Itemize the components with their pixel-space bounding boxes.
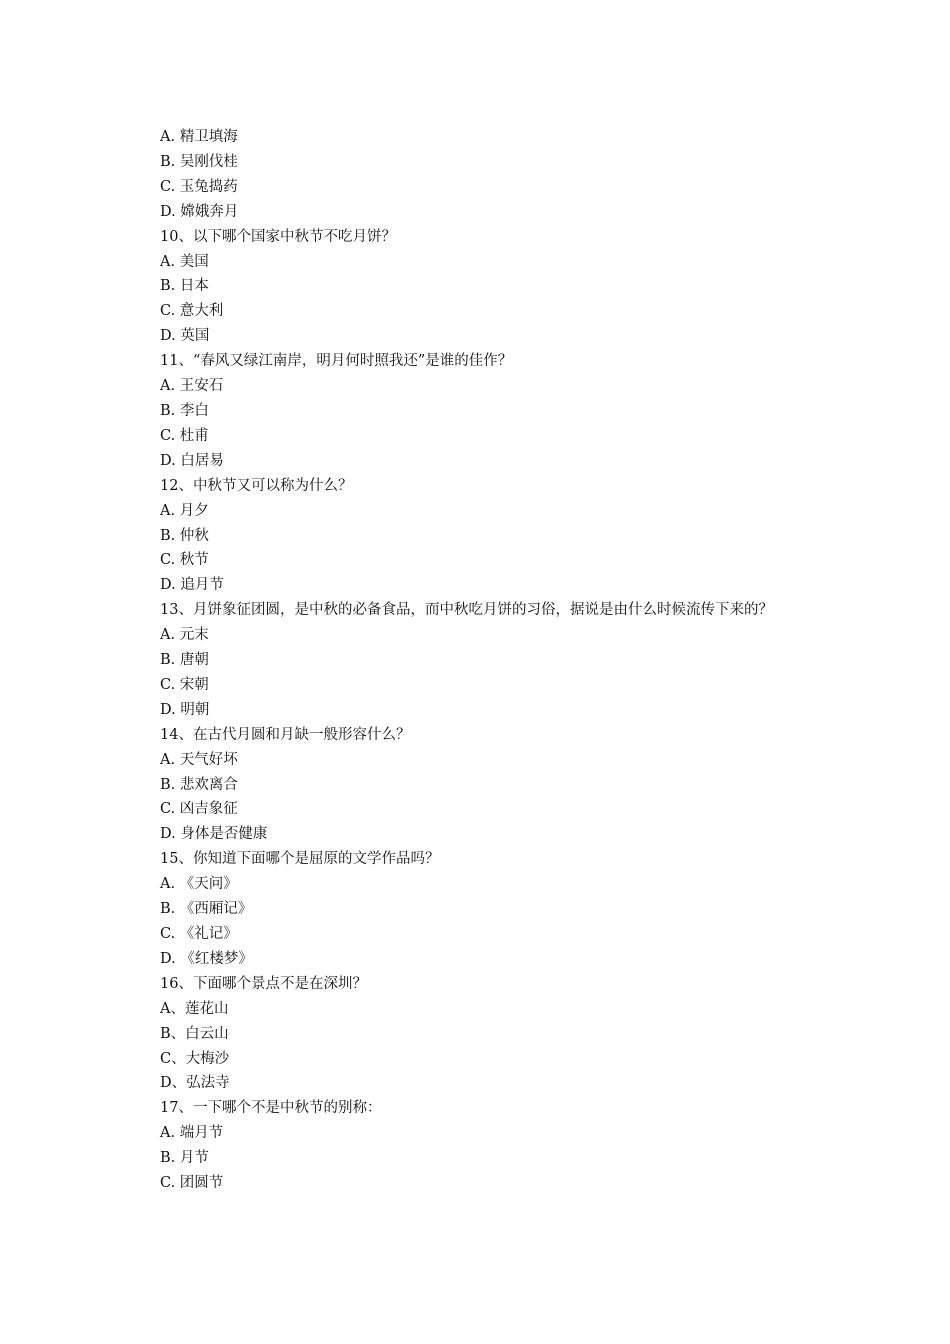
answer-option: D. 嫦娥奔月 bbox=[160, 203, 239, 220]
answer-option: A. 天气好坏 bbox=[160, 751, 238, 768]
question-14: 14、在古代月圆和月缺一般形容什么？ bbox=[160, 726, 411, 743]
answer-option: D. 白居易 bbox=[160, 452, 224, 469]
answer-option: A. 端月节 bbox=[160, 1125, 224, 1142]
answer-option: A. 元末 bbox=[160, 627, 209, 644]
answer-option: C. 意大利 bbox=[160, 303, 224, 320]
answer-option: B. 李白 bbox=[160, 402, 209, 419]
question-12: 12、中秋节又可以称为什么？ bbox=[160, 477, 353, 494]
answer-option: A. 精卫填海 bbox=[160, 129, 238, 145]
answer-option: B. 《西厢记》 bbox=[160, 901, 253, 918]
question-16: 16、下面哪个景点不是在深圳？ bbox=[160, 975, 367, 992]
question-15: 15、你知道下面哪个是屈原的文学作品吗？ bbox=[160, 851, 440, 868]
answer-option: B. 吴刚伐桂 bbox=[160, 153, 238, 170]
answer-option: C. 凶吉象征 bbox=[160, 801, 238, 818]
answer-option: C. 玉兔捣药 bbox=[160, 178, 238, 195]
answer-option: C. 《礼记》 bbox=[160, 926, 238, 942]
question-13: 13、月饼象征团圆，是中秋的必备食品，而中秋吃月饼的习俗，据说是由什么时候流传下来的？ bbox=[160, 602, 773, 619]
answer-option: C. 团圆节 bbox=[160, 1175, 224, 1192]
answer-option: B. 悲欢离合 bbox=[160, 776, 238, 793]
question-11: 11、“春风又绿江南岸，明月何时照我还”是谁的佳作？ bbox=[160, 353, 513, 370]
answer-option: B、白云山 bbox=[160, 1025, 229, 1042]
answer-option: D. 《红楼梦》 bbox=[160, 950, 253, 967]
question-17: 17、一下哪个不是中秋节的别称： bbox=[160, 1100, 382, 1117]
answer-option: D. 英国 bbox=[160, 328, 210, 345]
answer-option: D、弘法寺 bbox=[160, 1075, 230, 1092]
answer-option: A. 月夕 bbox=[160, 502, 209, 519]
answer-option: C. 秋节 bbox=[160, 552, 209, 569]
answer-option: A. 王安石 bbox=[160, 378, 224, 395]
answer-option: A. 美国 bbox=[160, 253, 209, 270]
answer-option: C. 宋朝 bbox=[160, 676, 209, 693]
answer-option: B. 仲秋 bbox=[160, 527, 209, 544]
answer-option: A、莲花山 bbox=[160, 1000, 229, 1017]
answer-option: D. 追月节 bbox=[160, 577, 224, 594]
answer-option: D. 明朝 bbox=[160, 701, 210, 718]
quiz-content bbox=[145, 125, 805, 1196]
answer-option: B. 日本 bbox=[160, 278, 209, 295]
answer-option: B. 唐朝 bbox=[160, 652, 209, 669]
answer-option: B. 月节 bbox=[160, 1150, 209, 1167]
answer-option: D. 身体是否健康 bbox=[160, 826, 268, 843]
question-10: 10、以下哪个国家中秋节不吃月饼？ bbox=[160, 228, 396, 245]
answer-option: A. 《天问》 bbox=[160, 876, 238, 893]
answer-option: C、大梅沙 bbox=[160, 1050, 230, 1067]
answer-option: C. 杜甫 bbox=[160, 427, 209, 444]
